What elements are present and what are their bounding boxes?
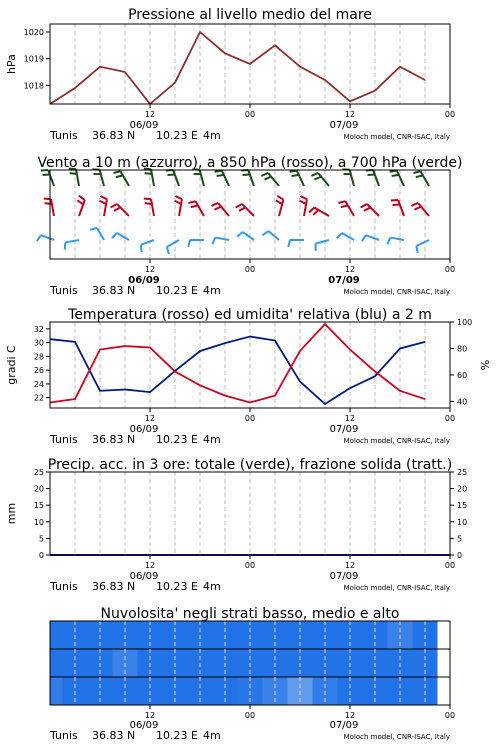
wind-barb-feather <box>70 173 77 174</box>
wind-barb <box>236 204 254 216</box>
wind-barb <box>338 201 354 216</box>
pressure-line-point <box>349 101 350 102</box>
wind-barb-feather <box>311 173 318 176</box>
y-tick-label: 5 <box>38 534 44 544</box>
pressure-line-point <box>374 90 375 91</box>
y2-tick-label: 5 <box>457 534 463 544</box>
x-tick-label: 12 <box>144 110 156 119</box>
wind-barb-shaft <box>48 170 54 186</box>
wind-barb <box>416 240 429 253</box>
location-lat: 36.83 N <box>92 580 136 593</box>
wind-barb <box>290 171 304 186</box>
wind-barb-shaft <box>367 204 379 216</box>
wind-barb-shaft <box>242 204 254 216</box>
y2-tick-label: 15 <box>457 501 468 511</box>
y-tick-label: 22 <box>33 393 44 403</box>
x-tick-label: 12 <box>344 414 356 423</box>
temperature-line-point <box>274 395 275 396</box>
wind-barb-feather <box>145 203 152 204</box>
panel-4 <box>46 472 454 559</box>
wind-barb-feather <box>262 231 268 235</box>
humidity-line-point <box>424 341 425 342</box>
wind-barb <box>241 170 254 186</box>
wind-barb-shaft <box>215 238 229 240</box>
humidity-line-point <box>299 381 300 382</box>
wind-barb-shaft <box>243 232 254 240</box>
model-credit: Moloch model, CNR-ISAC, Italy <box>343 733 450 741</box>
wind-barb-feather <box>112 233 117 238</box>
wind-barb-shaft <box>418 203 429 216</box>
y-axis-label: mm <box>5 502 18 525</box>
day-label: 06/09 <box>129 571 159 582</box>
pressure-line-point <box>249 63 250 64</box>
wind-barb-shaft <box>151 169 154 186</box>
humidity-line-point <box>374 376 375 377</box>
humidity-line-point <box>99 390 100 391</box>
wind-barb <box>92 169 104 186</box>
day-label: 07/09 <box>329 720 359 731</box>
panel-3 <box>46 322 454 412</box>
wind-barb <box>362 235 379 241</box>
y-axis-label: hPa <box>5 54 18 74</box>
model-credit: Moloch model, CNR-ISAC, Italy <box>343 288 450 296</box>
wind-barb <box>112 233 129 240</box>
location-alt: 4m <box>203 433 221 446</box>
wind-barb-feather <box>90 228 97 230</box>
humidity-line-point <box>399 348 400 349</box>
wind-barb-feather <box>145 173 152 174</box>
cloud-cell <box>50 649 63 677</box>
wind-barb-feather <box>277 196 283 200</box>
y-axis-label: gradi C <box>5 345 18 385</box>
pressure-line-point <box>424 79 425 80</box>
wind-barb-shaft <box>179 199 182 216</box>
pressure-line-point <box>399 66 400 67</box>
model-credit: Moloch model, CNR-ISAC, Italy <box>343 133 450 141</box>
wind-barb-shaft <box>304 199 307 216</box>
y2-tick-label: 20 <box>457 484 468 494</box>
y-tick-label: 0 <box>38 551 44 560</box>
y2-tick-label: 80 <box>457 344 468 354</box>
wind-barb-feather <box>175 201 182 204</box>
wind-barb <box>261 173 279 186</box>
location-name: Tunis <box>50 129 78 142</box>
x-tick-label: 12 <box>344 561 356 570</box>
location-lon: 10.23 E <box>156 433 198 446</box>
day-label: 06/09 <box>129 424 159 435</box>
location-name: Tunis <box>50 433 78 446</box>
wind-barb-feather <box>414 207 421 210</box>
wind-barb-feather <box>114 207 120 211</box>
pressure-line-point <box>124 71 125 72</box>
wind-barb-shaft <box>268 231 279 240</box>
wind-barb-feather <box>113 171 120 173</box>
wind-barb-feather <box>416 175 423 177</box>
temperature-line-point <box>74 398 75 399</box>
y2-axis-label: % <box>479 359 492 371</box>
panel-title: Precip. acc. in 3 ore: totale (verde), frazione solida (tratt.) <box>47 457 453 473</box>
wind-barb-shaft <box>218 203 229 216</box>
cloud-cell <box>50 621 63 649</box>
y-tick-label: 26 <box>33 366 44 376</box>
y2-tick-label: 10 <box>457 517 468 527</box>
wind-barb-shaft <box>76 169 79 186</box>
wind-barb-shaft <box>366 235 379 240</box>
wind-barb <box>413 171 429 186</box>
wind-barb-shaft <box>373 170 379 186</box>
pressure-line-point <box>99 66 100 67</box>
wind-barb-feather <box>211 203 218 206</box>
wind-barb-feather <box>167 247 169 254</box>
day-label: 07/09 <box>329 120 359 131</box>
x-tick-label: 12 <box>144 265 156 274</box>
temperature-line-point <box>174 371 175 372</box>
wind-barb-shaft <box>248 170 254 186</box>
wind-barb-feather <box>362 235 366 241</box>
wind-barb-feather <box>264 177 271 180</box>
pressure-line-point <box>324 79 325 80</box>
wind-barb <box>366 170 379 186</box>
humidity-line-point <box>274 340 275 341</box>
panel-title: Vento a 10 m (azzurro), a 850 hPa (rosso), a 700 hPa (verde) <box>37 155 463 171</box>
wind-barb-feather <box>300 196 307 199</box>
temperature-line-point <box>149 347 150 348</box>
pressure-line-point <box>299 66 300 67</box>
wind-barb <box>391 200 404 216</box>
panel-title: Temperatura (rosso) ed umidita' relativa (blu) a 2 m <box>68 307 432 323</box>
wind-barb-feather <box>37 235 41 241</box>
x-tick-label: 00 <box>444 414 456 423</box>
wind-barb <box>188 240 204 247</box>
x-tick-label: 00 <box>444 265 456 274</box>
wind-barb-feather <box>309 208 314 213</box>
day-label: 06/09 <box>129 720 159 731</box>
panel-2 <box>37 168 450 263</box>
wind-barb <box>111 204 129 216</box>
wind-barb <box>141 240 154 252</box>
x-tick-label: 00 <box>244 414 256 423</box>
y2-tick-label: 40 <box>457 397 468 407</box>
wind-barb-feather <box>217 175 224 176</box>
wind-barb <box>77 196 85 216</box>
wind-barb <box>37 235 54 241</box>
wind-barb <box>175 196 182 216</box>
day-label: 06/09 <box>128 275 160 286</box>
y-tick-label: 20 <box>33 484 44 494</box>
y-tick-label: 1019 <box>23 54 44 64</box>
temperature-line-point <box>424 398 425 399</box>
wind-barb-feather <box>313 210 318 215</box>
x-tick-label: 00 <box>444 110 456 119</box>
x-tick-label: 00 <box>244 711 256 720</box>
location-lat: 36.83 N <box>92 284 136 297</box>
location-lon: 10.23 E <box>156 580 198 593</box>
temperature-line-point <box>99 349 100 350</box>
wind-barb <box>188 201 204 216</box>
pressure-line-point <box>199 31 200 32</box>
y-tick-label: 1018 <box>23 81 44 91</box>
wind-barb-shaft <box>117 204 129 216</box>
y-tick-label: 32 <box>33 324 44 334</box>
wind-barb <box>212 238 229 245</box>
wind-barb-feather <box>276 200 282 204</box>
wind-barb-feather <box>236 204 242 208</box>
wind-barb <box>144 198 154 216</box>
x-tick-label: 12 <box>144 561 156 570</box>
model-credit: Moloch model, CNR-ISAC, Italy <box>343 437 450 445</box>
wind-barb-feather <box>239 207 245 211</box>
wind-barb-feather <box>416 246 417 253</box>
wind-barb-feather <box>214 207 221 210</box>
wind-barb <box>262 231 279 240</box>
wind-barb <box>44 198 54 216</box>
location-name: Tunis <box>50 729 78 742</box>
location-name: Tunis <box>50 284 78 297</box>
wind-barb-shaft <box>315 240 329 244</box>
location-alt: 4m <box>203 284 221 297</box>
location-name: Tunis <box>50 580 78 593</box>
day-label: 06/09 <box>129 120 159 131</box>
wind-barb-feather <box>392 175 399 176</box>
x-tick-label: 00 <box>244 110 256 119</box>
humidity-line-point <box>349 388 350 389</box>
x-tick-label: 12 <box>344 110 356 119</box>
wind-barb-feather <box>261 173 268 176</box>
wind-barb-shaft <box>117 233 129 240</box>
wind-barb <box>311 173 329 186</box>
humidity-line-point <box>74 341 75 342</box>
wind-barb-feather <box>413 171 420 173</box>
wind-barb-shaft <box>390 238 404 240</box>
wind-barb <box>300 196 307 216</box>
panel-title: Nuvolosita' negli strati basso, medio e alto <box>100 606 400 622</box>
wind-barb <box>167 240 179 254</box>
wind-barb <box>315 240 329 251</box>
y2-tick-label: 60 <box>457 370 468 380</box>
temperature-line-point <box>374 371 375 372</box>
wind-barb-feather <box>364 207 370 211</box>
wind-barb <box>342 169 354 186</box>
wind-barb-feather <box>100 196 107 199</box>
wind-barb-feather <box>314 177 321 180</box>
wind-barb <box>144 168 154 186</box>
wind-barb-feather <box>79 196 85 200</box>
wind-barb-feather <box>141 245 142 252</box>
wind-barb-shaft <box>342 233 354 240</box>
y2-tick-label: 0 <box>457 551 463 560</box>
y-tick-label: 30 <box>33 338 44 348</box>
wind-barb-feather <box>212 238 215 245</box>
wind-barb-feather <box>191 205 198 207</box>
x-tick-label: 12 <box>144 414 156 423</box>
wind-barb <box>237 232 254 240</box>
panel-5 <box>50 621 450 709</box>
wind-barb-feather <box>338 201 345 203</box>
location-alt: 4m <box>203 129 221 142</box>
wind-barb <box>288 240 304 247</box>
wind-barb-shaft <box>104 199 107 216</box>
location-lon: 10.23 E <box>156 284 198 297</box>
humidity-line-point <box>199 351 200 352</box>
pressure-line-point <box>274 45 275 46</box>
wind-barb-shaft <box>167 240 179 247</box>
wind-barb-shaft <box>268 173 279 186</box>
temperature-line-point <box>324 323 325 324</box>
y-tick-label: 28 <box>33 352 44 362</box>
wind-barb-feather <box>387 238 390 245</box>
location-alt: 4m <box>203 580 221 593</box>
wind-barb <box>309 208 329 217</box>
wind-barb <box>192 169 204 186</box>
wind-barb <box>211 203 229 216</box>
wind-barb <box>276 196 283 216</box>
temperature-line-point <box>249 402 250 403</box>
wind-barb <box>387 238 404 245</box>
day-label: 07/09 <box>329 571 359 582</box>
y-tick-label: 25 <box>33 468 44 477</box>
wind-barb <box>65 240 79 250</box>
humidity-line-point <box>249 336 250 337</box>
temperature-line-point <box>199 385 200 386</box>
wind-barb-feather <box>144 198 151 199</box>
wind-barb-shaft <box>65 240 79 242</box>
wind-barb-feather <box>188 240 190 247</box>
wind-barb-feather <box>341 205 348 207</box>
location-lon: 10.23 E <box>156 729 198 742</box>
panel-1 <box>46 24 450 108</box>
humidity-line <box>50 337 425 404</box>
wind-barb <box>90 228 104 240</box>
y2-tick-label: 100 <box>457 318 473 327</box>
location-lat: 36.83 N <box>92 433 136 446</box>
wind-barb-shaft <box>141 240 154 245</box>
wind-barb-feather <box>411 203 418 206</box>
wind-barb-feather <box>237 232 242 237</box>
humidity-line-point <box>324 403 325 404</box>
x-tick-label: 00 <box>444 711 456 720</box>
pressure-line-point <box>224 53 225 54</box>
temperature-line-point <box>124 345 125 346</box>
wind-barb-feather <box>45 203 52 204</box>
pressure-line-point <box>74 87 75 88</box>
wind-barb-feather <box>300 201 307 204</box>
y2-tick-label: 25 <box>457 468 468 477</box>
day-label: 07/09 <box>329 424 359 435</box>
y-tick-label: 24 <box>33 379 44 389</box>
x-tick-label: 12 <box>344 265 356 274</box>
humidity-line-point <box>149 392 150 393</box>
x-tick-label: 00 <box>244 561 256 570</box>
wind-barb <box>113 171 129 186</box>
wind-barb-feather <box>116 175 123 177</box>
wind-barb <box>390 171 404 186</box>
temperature-line-point <box>299 350 300 351</box>
location-lat: 36.83 N <box>92 729 136 742</box>
wind-barb-shaft <box>41 235 54 240</box>
location-lat: 36.83 N <box>92 129 136 142</box>
temperature-line-point <box>224 395 225 396</box>
x-tick-label: 12 <box>144 711 156 720</box>
wind-barb-feather <box>77 200 83 204</box>
wind-barb <box>337 233 354 240</box>
day-label: 07/09 <box>328 275 360 286</box>
wind-barb-feather <box>188 201 195 203</box>
wind-barb <box>166 170 179 186</box>
location-alt: 4m <box>203 729 221 742</box>
y-tick-label: 1020 <box>23 28 44 37</box>
x-tick-label: 12 <box>344 711 356 720</box>
y-tick-label: 10 <box>33 517 44 527</box>
location-lon: 10.23 E <box>156 129 198 142</box>
wind-barb <box>411 203 429 216</box>
wind-barb-shaft <box>318 173 329 186</box>
x-tick-label: 00 <box>244 265 256 274</box>
cloud-cell <box>50 677 63 705</box>
wind-barb <box>100 196 107 216</box>
panel-title: Pressione al livello medio del mare <box>128 7 372 23</box>
wind-barb <box>41 170 54 186</box>
wind-barb-feather <box>337 233 342 238</box>
model-credit: Moloch model, CNR-ISAC, Italy <box>343 584 450 592</box>
wind-barb-shaft <box>151 199 154 216</box>
wind-barb-feather <box>292 175 299 176</box>
wind-barb-shaft <box>173 170 179 186</box>
wind-barb-feather <box>100 201 107 204</box>
humidity-line-point <box>124 389 125 390</box>
pressure-line <box>50 32 425 104</box>
wind-barb-feather <box>361 204 367 208</box>
humidity-line-point <box>224 343 225 344</box>
temperature-line-point <box>399 390 400 391</box>
wind-barb <box>361 204 379 216</box>
x-tick-label: 00 <box>444 561 456 570</box>
wind-barb-shaft <box>51 199 54 216</box>
y-tick-label: 15 <box>33 501 44 511</box>
pressure-line-point <box>174 82 175 83</box>
wind-barb-feather <box>288 240 290 247</box>
wind-barb-feather <box>175 196 182 199</box>
wind-barb-shaft <box>398 200 404 216</box>
wind-barb-shaft <box>416 240 429 246</box>
wind-barb <box>215 171 229 186</box>
wind-barb <box>69 168 79 186</box>
wind-barb-feather <box>111 204 117 208</box>
temperature-line-point <box>349 349 350 350</box>
